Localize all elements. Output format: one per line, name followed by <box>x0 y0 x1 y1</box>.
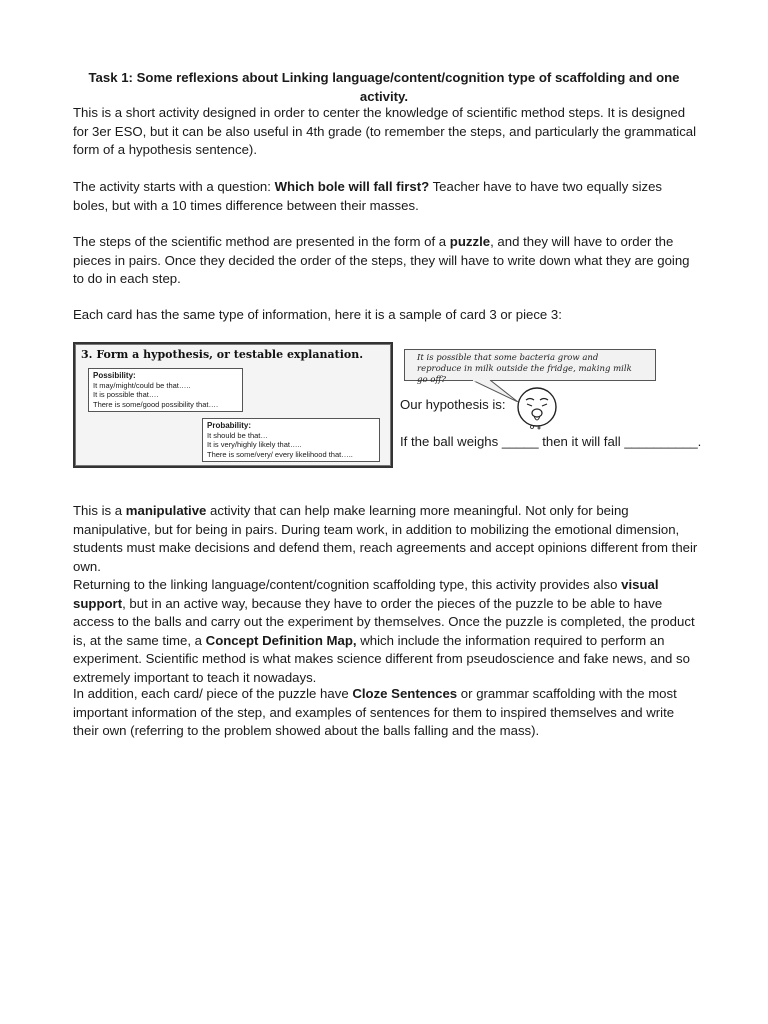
possibility-header: Possibility: <box>93 371 136 380</box>
paragraph-text: Teacher have to have two equally sizes boles, but with a 10 times difference between their masses. <box>73 179 663 213</box>
paragraph-text: or grammar scaffolding with the most important information of the step, and examples of sentences for them to inspired themselves and write their own (referring to the problem showed about the balls falling and the mass). <box>73 686 677 738</box>
probability-line: There is some/very/ every likelihood that….. <box>207 449 353 459</box>
probability-line: It should be that… <box>207 430 268 440</box>
paragraph-text: , and they will have to order the pieces in pairs. Once they decided the order of the steps, they will have to write down what they are going to do in each step. <box>73 234 690 286</box>
paragraph-cloze <box>73 685 698 741</box>
card-heading: 3. Form a hypothesis, or testable explanation. <box>81 348 364 361</box>
paragraph-puzzle <box>73 233 698 289</box>
bold-puzzle: puzzle <box>449 234 491 249</box>
paragraph-text: , but in an active way, because they have to order the pieces of the puzzle to be able to have access to the balls and carry out the experiment by themselves. Once the puzzle is completed, the product is, at the same time, a <box>73 595 695 648</box>
bold-cloze-sentences: Cloze Sentences <box>352 686 458 701</box>
sick-face-icon <box>514 385 560 431</box>
bold-manipulative: manipulative <box>125 503 207 518</box>
bold-concept-map: Concept Definition Map, <box>205 632 357 648</box>
probability-header: Probability: <box>207 421 252 430</box>
paragraph-text: In addition, each card/ piece of the puzzle have <box>73 686 353 701</box>
paragraph-text: The activity starts with a question: <box>73 179 275 194</box>
speech-bubble: It is possible that some bacteria grow and reproduce in milk outside the fridge, making milk go off? <box>404 349 656 381</box>
paragraph-text: which include the information required to perform an experiment. Scientific method is what makes science different from pseudoscience and fake news, and so extremely important to teach it nowadays. <box>73 632 690 685</box>
paragraph-manipulative <box>73 502 698 576</box>
bold-visual-support: visual support <box>73 577 659 611</box>
bold-question: Which bole will fall first? <box>274 179 430 194</box>
cloze-sentence: If the ball weighs _____ then it will fall __________. <box>400 434 702 449</box>
hypothesis-label: Our hypothesis is: <box>400 397 506 412</box>
possibility-box <box>88 368 243 412</box>
paragraph-intro: This is a short activity designed in order to center the knowledge of scientific method steps. It is designed for 3er ESO, but it can be also useful in 4th grade (to remember the steps, and particularly the grammatical form of a hypothesis sentence). <box>73 105 697 157</box>
paragraph-text: This is a <box>73 503 126 518</box>
probability-line: It is very/highly likely that….. <box>207 440 302 449</box>
paragraph-text: activity that can help make learning more meaningful. Not only for being manipulative, but for being in pairs. During team work, in addition to mobilizing the emotional dimension, students must make decisions and defend them, reach agreements and accept opinions different from their own. <box>73 503 698 574</box>
paragraph-question <box>73 178 698 215</box>
paragraph-visual-support <box>73 576 698 687</box>
paragraph-text: Returning to the linking language/content/cognition scaffolding type, this activity provides also <box>73 577 622 592</box>
probability-box <box>202 418 380 462</box>
possibility-line: There is some/good possibility that…. <box>93 399 219 409</box>
possibility-line: It is possible that…. <box>93 390 159 399</box>
possibility-line: It may/might/could be that….. <box>93 380 191 390</box>
sample-card-figure <box>73 342 393 468</box>
paragraph-text: The steps of the scientific method are presented in the form of a <box>73 234 450 249</box>
paragraph-sample: Each card has the same type of information, here it is a sample of card 3 or piece 3: <box>73 307 562 322</box>
document-title: Task 1: Some reflexions about Linking language/content/cognition type of scaffolding and one activity. <box>88 70 680 104</box>
